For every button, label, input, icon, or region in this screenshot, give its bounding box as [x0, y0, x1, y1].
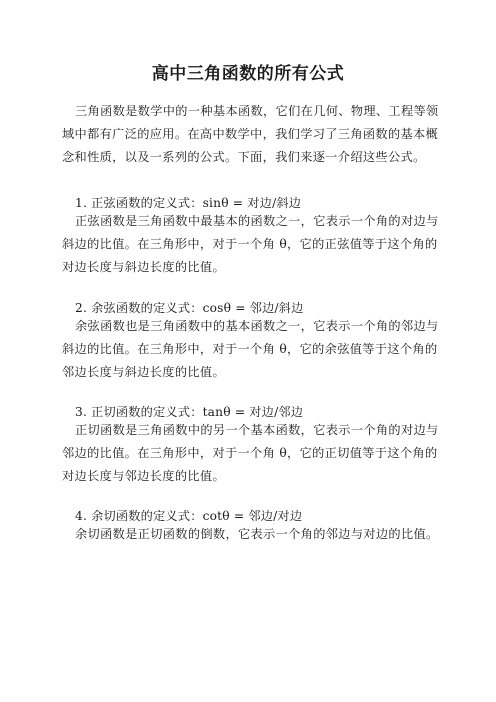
section-heading-cotangent: 4. 余切函数的定义式：cotθ = 邻边/对边	[75, 509, 303, 523]
intro-paragraph: 三角函数是数学中的一种基本函数，它们在几何、物理、工程等领域中都有广泛的应用。在高中数学中，我们学习了三角函数的基本概念和性质，以及一系列的公式。下面，我们来逐一介绍这些公式。	[62, 104, 439, 164]
section-body-cosine: 余弦函数也是三角函数中的基本函数之一，它表示一个角的邻边与斜边的比值。在三角形中，对于一个角 θ，它的余弦值等于这个角的邻边长度与斜边长度的比值。	[62, 319, 439, 379]
section-body-sine: 正弦函数是三角函数中最基本的函数之一，它表示一个角的对边与斜边的比值。在三角形中，对于一个角 θ，它的正弦值等于这个角的对边长度与斜边长度的比值。	[62, 214, 439, 274]
document-title: 高中三角函数的所有公式	[151, 64, 345, 84]
section-body-cotangent: 余切函数是正切函数的倒数，它表示一个角的邻边与对边的比值。	[75, 527, 439, 541]
section-heading-tangent: 3. 正切函数的定义式：tanθ = 对边/邻边	[75, 405, 304, 419]
section-heading-cosine: 2. 余弦函数的定义式：cosθ = 邻边/斜边	[75, 301, 304, 315]
section-heading-sine: 1. 正弦函数的定义式：sinθ = 对边/斜边	[75, 196, 302, 210]
section-body-tangent: 正切函数是三角函数中的另一个基本函数，它表示一个角的对边与邻边的比值。在三角形中，对于一个角 θ，它的正切值等于这个角的对边长度与邻边长度的比值。	[62, 423, 439, 483]
